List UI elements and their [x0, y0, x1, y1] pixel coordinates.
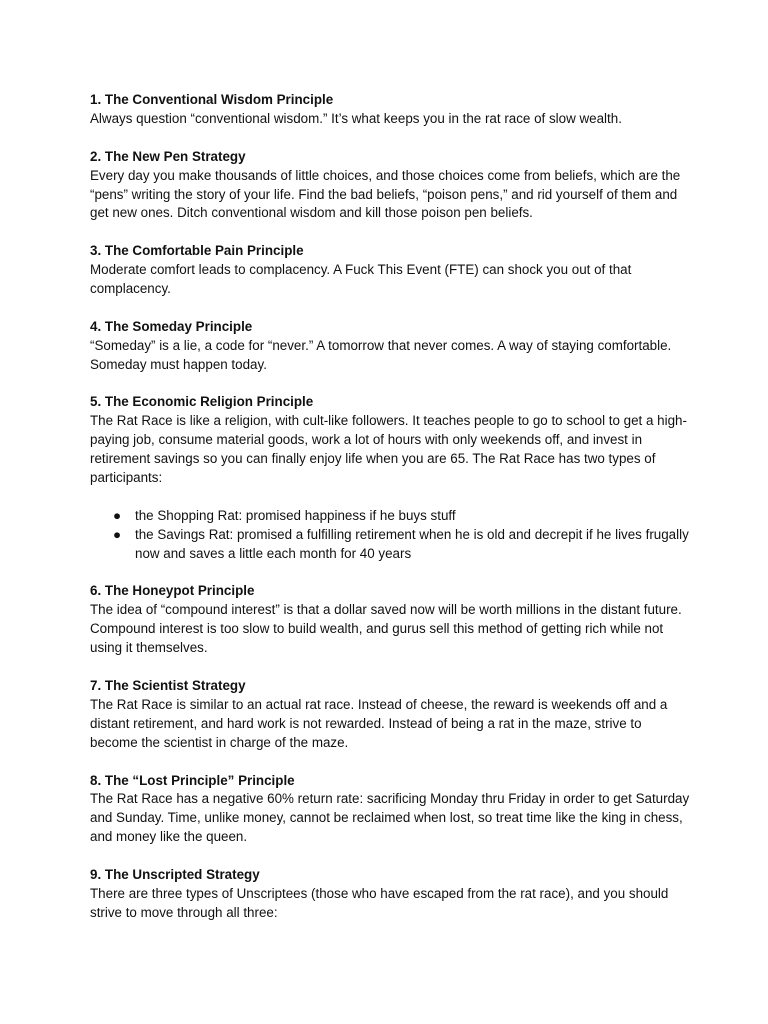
document-page: [90, 91, 690, 942]
section-paragraph: There are three types of Unscriptees (those who have escaped from the rat race), and you should strive to move through all three:: [90, 885, 669, 920]
section-heading: 7. The Scientist Strategy: [90, 677, 246, 693]
section-heading: 1. The Conventional Wisdom Principle: [90, 92, 334, 107]
list-item: [90, 507, 690, 526]
list-item: [90, 526, 690, 564]
section-paragraph: Every day you make thousands of little choices, and those choices come from beliefs, which are the “pens” writing the story of your life. Find the bad beliefs, “poison pens,” and rid yourself of them and get new ones. Ditch conventional wisdom and kill those poison pen beliefs.: [90, 167, 681, 221]
section-paragraph: “Someday” is a lie, a code for “never.” A tomorrow that never comes. A way of staying comfortable. Someday must happen today.: [90, 337, 672, 372]
section-heading: 2. The New Pen Strategy: [90, 148, 246, 164]
section-heading: 3. The Comfortable Pain Principle: [90, 243, 304, 259]
section-comfortable-pain: [90, 242, 690, 299]
section-honeypot: [90, 582, 690, 658]
section-paragraph: The Rat Race has a negative 60% return rate: sacrificing Monday thru Friday in order to get Saturday and Sunday. Time, unlike money, cannot be reclaimed when lost, so treat time like the king in chess, and money like the queen.: [90, 791, 690, 845]
list-item-text: the Savings Rat: promised a fulfilling retirement when he is old and decrepit if he lives frugally now and saves a little each month for 40 years: [135, 526, 689, 561]
section-paragraph: Always question “conventional wisdom.” It’s what keeps you in the rat race of slow wealth.: [90, 110, 622, 126]
section-heading: 5. The Economic Religion Principle: [90, 394, 314, 410]
section-new-pen: [90, 148, 690, 224]
bullet-list: [90, 507, 690, 564]
list-item-text: the Shopping Rat: promised happiness if he buys stuff: [135, 507, 456, 523]
section-paragraph: The Rat Race is like a religion, with cult-like followers. It teaches people to go to school to get a high-paying job, consume material goods, work a lot of hours with only weekends off, and invest in retirement savings so you can finally enjoy life when you are 65. The Rat Race has two types of participants:: [90, 413, 687, 486]
section-someday: [90, 318, 690, 375]
section-heading: 8. The “Lost Principle” Principle: [90, 772, 295, 788]
section-paragraph: The Rat Race is similar to an actual rat race. Instead of cheese, the reward is weekends off and a distant retirement, and hard work is not rewarded. Instead of being a rat in the maze, strive to become the scientist in charge of the maze.: [90, 696, 668, 750]
bullet-icon: ●: [113, 526, 122, 542]
section-lost-principle: [90, 772, 690, 848]
section-heading: 4. The Someday Principle: [90, 318, 253, 334]
section-heading: 6. The Honeypot Principle: [90, 583, 255, 599]
section-heading: 9. The Unscripted Strategy: [90, 867, 260, 883]
section-paragraph: The idea of “compound interest” is that a dollar saved now will be worth millions in the distant future. Compound interest is too slow to build wealth, and gurus sell this method of getting rich while not using it themselves.: [90, 602, 682, 656]
section-conventional-wisdom: [90, 91, 690, 129]
section-unscripted: [90, 866, 690, 923]
section-economic-religion: [90, 393, 690, 563]
section-paragraph: Moderate comfort leads to complacency. A Fuck This Event (FTE) can shock you out of that complacency.: [90, 262, 632, 297]
bullet-icon: ●: [113, 507, 122, 523]
section-scientist: [90, 677, 690, 753]
